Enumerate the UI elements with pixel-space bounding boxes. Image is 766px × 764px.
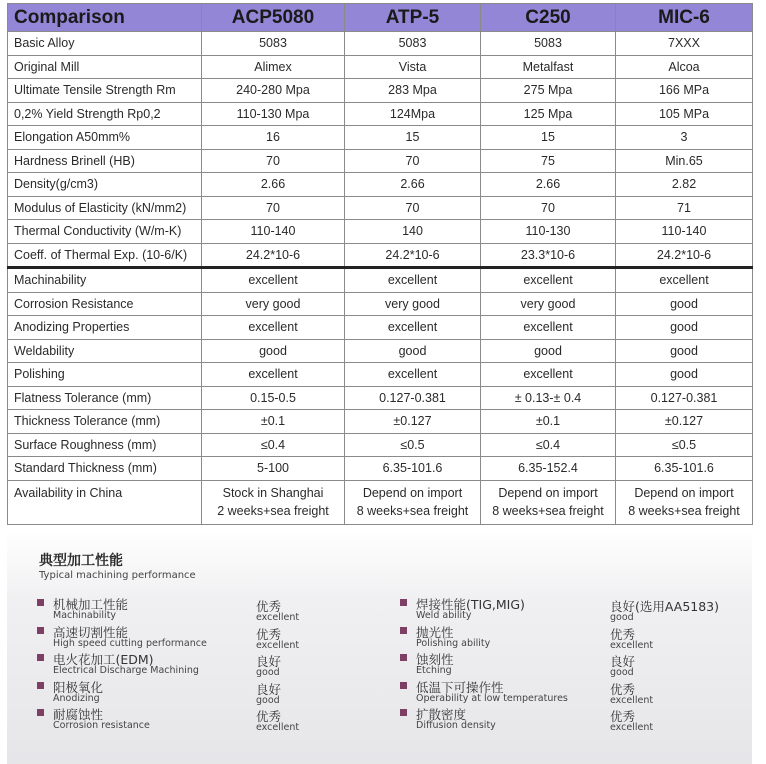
property-value-en: good [256, 694, 280, 706]
table-cell [345, 480, 481, 524]
table-cell: good [345, 339, 481, 363]
table-cell: 70 [345, 196, 481, 220]
table-cell: 2.82 [616, 173, 753, 197]
table-cell: 6.35-101.6 [345, 457, 481, 481]
square-bullet-icon [37, 599, 44, 606]
availability-line: 2 weeks+sea freight [217, 503, 329, 518]
row-label: Basic Alloy [8, 32, 202, 56]
table-row [8, 220, 753, 244]
row-label: Flatness Tolerance (mm) [8, 386, 202, 410]
square-bullet-icon [400, 599, 407, 606]
row-label: Density(g/cm3) [8, 173, 202, 197]
table-cell: Alcoa [616, 55, 753, 79]
table-row [8, 433, 753, 457]
property-name-en: Weld ability [416, 610, 472, 621]
table-cell: Min.65 [616, 149, 753, 173]
table-cell: 105 MPa [616, 102, 753, 126]
table-cell: excellent [202, 363, 345, 387]
row-label: Original Mill [8, 55, 202, 79]
table-cell: excellent [616, 268, 753, 293]
table-row-availability [8, 480, 753, 524]
property-name-en: High speed cutting performance [53, 637, 207, 649]
property-value-en: excellent [610, 722, 654, 733]
row-label: Ultimate Tensile Strength Rm [8, 79, 202, 103]
availability-line: 8 weeks+sea freight [356, 503, 469, 518]
availability-line: 8 weeks+sea freight [628, 503, 740, 518]
table-cell: 240-280 Mpa [202, 79, 345, 103]
table-row [8, 457, 753, 481]
table-cell: 0.127-0.381 [616, 386, 753, 410]
header-product-3: C250 [481, 4, 616, 32]
property-name-zh: 焊接性能(TIG,MIG) [416, 597, 525, 612]
table-cell: 2.66 [202, 173, 345, 197]
row-label: Surface Roughness (mm) [8, 433, 202, 457]
table-cell: ±0.1 [202, 410, 345, 434]
table-cell: good [616, 339, 753, 363]
table-row [8, 339, 753, 363]
square-bullet-icon [37, 682, 44, 689]
typical-machining-performance-panel [7, 530, 752, 764]
property-name-zh: 耐腐蚀性 [53, 707, 104, 722]
row-label: Corrosion Resistance [8, 292, 202, 316]
square-bullet-icon [400, 709, 407, 716]
comparison-table [7, 3, 753, 525]
property-name-zh: 高速切割性能 [53, 624, 129, 640]
header-comparison: Comparison [8, 4, 202, 32]
property-value-zh: 优秀 [610, 626, 636, 642]
availability-line: Depend on import [498, 485, 598, 500]
property-value-zh: 良好 [256, 681, 282, 697]
table-cell: excellent [202, 268, 345, 293]
table-cell: 15 [345, 126, 481, 150]
table-cell: excellent [481, 363, 616, 387]
table-row [8, 316, 753, 340]
row-label: Coeff. of Thermal Exp. (10-6/K) [8, 243, 202, 268]
performance-title-zh: 典型加工性能 [39, 553, 123, 569]
table-cell: very good [481, 292, 616, 316]
table-row [8, 243, 753, 268]
property-value-en: good [256, 667, 280, 678]
table-row [8, 126, 753, 150]
row-label: Machinability [8, 268, 202, 293]
table-header-row [8, 4, 753, 32]
table-row [8, 363, 753, 387]
row-label: Weldability [8, 339, 202, 363]
table-cell: 110-140 [202, 220, 345, 244]
table-cell: 6.35-152.4 [481, 457, 616, 481]
table-cell: excellent [481, 316, 616, 340]
table-row [8, 386, 753, 410]
property-value-zh: 优秀 [610, 681, 636, 697]
square-bullet-icon [37, 627, 44, 634]
table-cell [202, 480, 345, 524]
table-cell: 75 [481, 149, 616, 173]
header-product-1: ACP5080 [202, 4, 345, 32]
property-name-zh: 阳极氧化 [53, 679, 104, 695]
property-name-zh: 机械加工性能 [53, 597, 129, 612]
property-value-zh: 优秀 [256, 599, 282, 614]
table-cell: 16 [202, 126, 345, 150]
table-cell: Alimex [202, 55, 345, 79]
row-label: Elongation A50mm% [8, 126, 202, 150]
row-label: Standard Thickness (mm) [8, 457, 202, 481]
table-cell: 124Mpa [345, 102, 481, 126]
table-cell: 283 Mpa [345, 79, 481, 103]
table-body [8, 32, 753, 525]
property-value-zh: 良好(选用AA5183) [610, 599, 720, 614]
square-bullet-icon [400, 654, 407, 661]
availability-line: 8 weeks+sea freight [492, 503, 604, 518]
property-name-zh: 扩散密度 [416, 707, 467, 722]
table-row [8, 268, 753, 293]
table-cell: 24.2*10-6 [345, 243, 481, 268]
table-cell: good [616, 292, 753, 316]
property-name-en: Etching [416, 665, 452, 676]
property-name-zh: 低温下可操作性 [416, 679, 504, 695]
table-cell [481, 480, 616, 524]
table-cell: 2.66 [345, 173, 481, 197]
property-name-zh: 电火花加工(EDM) [53, 652, 154, 667]
table-cell: very good [202, 292, 345, 316]
table-cell: 0.127-0.381 [345, 386, 481, 410]
table-cell: Metalfast [481, 55, 616, 79]
header-product-4: MIC-6 [616, 4, 753, 32]
property-name-en: Electrical Discharge Machining [53, 665, 199, 676]
property-value-zh: 良好 [610, 654, 636, 669]
table-cell: excellent [481, 268, 616, 293]
table-cell: 70 [481, 196, 616, 220]
table-cell: 2.66 [481, 173, 616, 197]
table-cell: 71 [616, 196, 753, 220]
table-cell: ±0.127 [345, 410, 481, 434]
property-name-en: Machinability [53, 610, 117, 621]
property-value-en: good [610, 667, 634, 678]
table-cell: very good [345, 292, 481, 316]
table-cell: 24.2*10-6 [202, 243, 345, 268]
table-row [8, 292, 753, 316]
availability-line: Depend on import [634, 485, 734, 500]
square-bullet-icon [400, 627, 407, 634]
table-cell: 3 [616, 126, 753, 150]
property-name-en: Anodizing [53, 692, 100, 704]
table-cell: excellent [345, 316, 481, 340]
table-cell: good [481, 339, 616, 363]
table-cell: ≤0.5 [345, 433, 481, 457]
row-label: Hardness Brinell (HB) [8, 149, 202, 173]
property-value-en: excellent [610, 694, 654, 706]
table-cell: ≤0.5 [616, 433, 753, 457]
availability-line: Depend on import [362, 485, 463, 500]
property-value-en: excellent [256, 612, 300, 623]
property-value-en: good [610, 612, 634, 623]
table-row [8, 173, 753, 197]
property-value-en: excellent [256, 722, 300, 733]
table-row [8, 410, 753, 434]
property-name-en: Diffusion density [416, 720, 496, 731]
header-product-2: ATP-5 [345, 4, 481, 32]
table-cell: 5083 [345, 32, 481, 56]
table-cell: 166 MPa [616, 79, 753, 103]
table-cell: 6.35-101.6 [616, 457, 753, 481]
table-cell: 5083 [481, 32, 616, 56]
property-name-zh: 蚀刻性 [416, 652, 454, 667]
performance-title-en: Typical machining performance [39, 570, 196, 581]
table-cell: good [616, 316, 753, 340]
table-cell: 15 [481, 126, 616, 150]
property-name-zh: 抛光性 [416, 624, 454, 640]
property-name-en: Polishing ability [416, 637, 491, 649]
property-value-en: excellent [610, 639, 654, 651]
table-row [8, 55, 753, 79]
table-cell: 24.2*10-6 [616, 243, 753, 268]
property-value-zh: 良好 [256, 654, 282, 669]
property-value-zh: 优秀 [256, 709, 282, 724]
property-value-zh: 优秀 [610, 709, 636, 724]
availability-line: Stock in Shanghai [222, 485, 324, 500]
table-cell: ± 0.13-± 0.4 [481, 386, 616, 410]
table-cell: ±0.1 [481, 410, 616, 434]
square-bullet-icon [37, 654, 44, 661]
table-cell [616, 480, 753, 524]
property-value-en: excellent [256, 639, 300, 651]
table-cell: 70 [202, 149, 345, 173]
table-cell: excellent [345, 363, 481, 387]
table-cell: good [202, 339, 345, 363]
table-cell: Vista [345, 55, 481, 79]
property-name-en: Corrosion resistance [53, 720, 150, 731]
table-row [8, 32, 753, 56]
table-cell: 5-100 [202, 457, 345, 481]
table-row [8, 79, 753, 103]
table-cell: 0.15-0.5 [202, 386, 345, 410]
table-cell: 70 [345, 149, 481, 173]
table-cell: ≤0.4 [481, 433, 616, 457]
table-row [8, 196, 753, 220]
table-cell: 7XXX [616, 32, 753, 56]
row-label: Anodizing Properties [8, 316, 202, 340]
table-cell: 23.3*10-6 [481, 243, 616, 268]
row-label: Availability in China [8, 480, 202, 524]
table-cell: 275 Mpa [481, 79, 616, 103]
table-cell: ±0.127 [616, 410, 753, 434]
table-cell: good [616, 363, 753, 387]
row-label: Thermal Conductivity (W/m-K) [8, 220, 202, 244]
table-cell: 125 Mpa [481, 102, 616, 126]
table-cell: excellent [202, 316, 345, 340]
table-cell: 110-130 Mpa [202, 102, 345, 126]
property-value-zh: 优秀 [256, 626, 282, 642]
row-label: 0,2% Yield Strength Rp0,2 [8, 102, 202, 126]
table-cell: 140 [345, 220, 481, 244]
row-label: Modulus of Elasticity (kN/mm2) [8, 196, 202, 220]
table-cell: 110-130 [481, 220, 616, 244]
square-bullet-icon [37, 709, 44, 716]
table-row [8, 102, 753, 126]
table-cell: 110-140 [616, 220, 753, 244]
square-bullet-icon [400, 682, 407, 689]
table-cell: 70 [202, 196, 345, 220]
table-row [8, 149, 753, 173]
property-name-en: Operability at low temperatures [416, 692, 568, 704]
row-label: Polishing [8, 363, 202, 387]
row-label: Thickness Tolerance (mm) [8, 410, 202, 434]
table-cell: ≤0.4 [202, 433, 345, 457]
table-cell: 5083 [202, 32, 345, 56]
table-cell: excellent [345, 268, 481, 293]
